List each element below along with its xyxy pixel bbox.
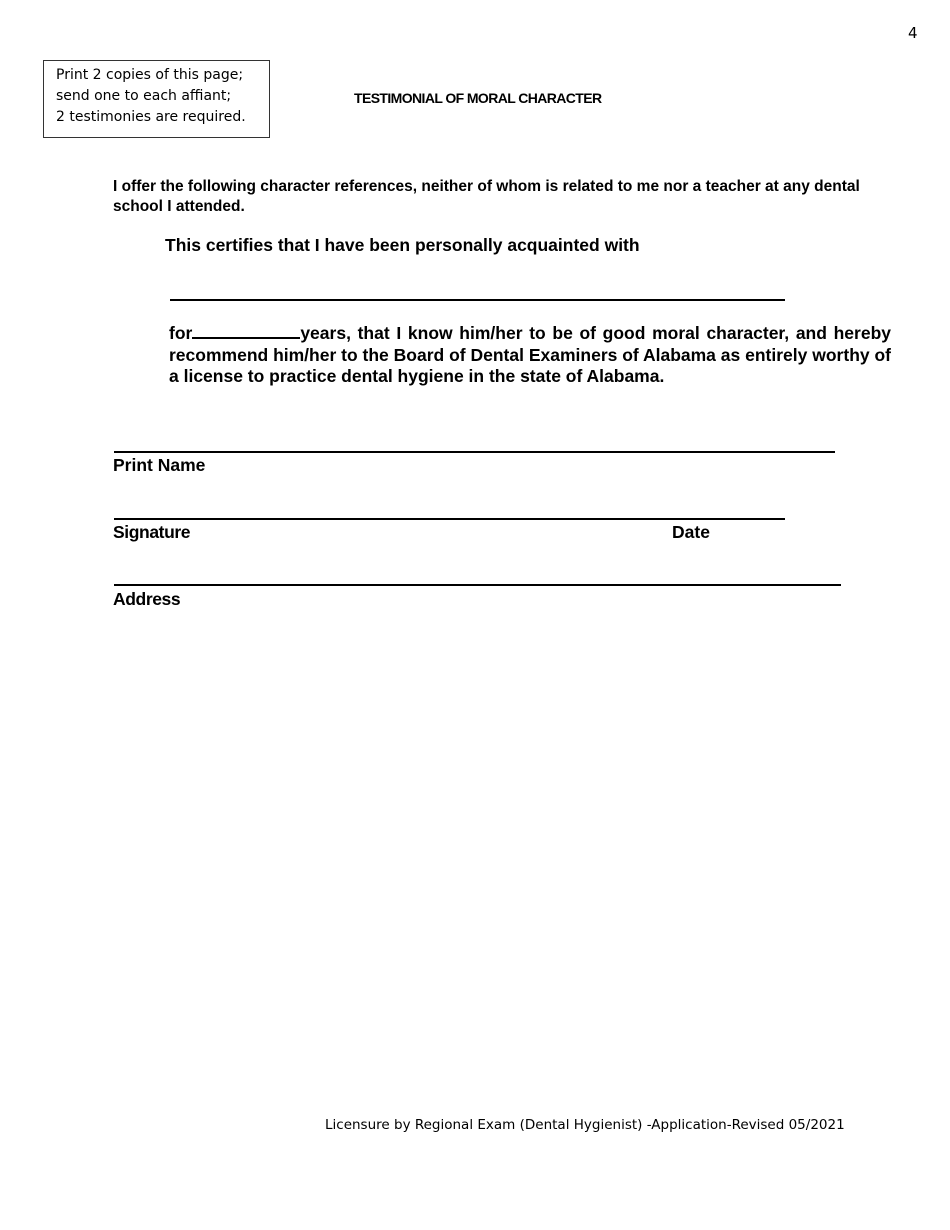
note-line: 2 testimonies are required. bbox=[56, 109, 246, 125]
signature-line[interactable] bbox=[114, 518, 785, 520]
acquaintance-name-line[interactable] bbox=[170, 299, 785, 301]
note-line: Print 2 copies of this page; bbox=[56, 67, 244, 83]
years-blank[interactable] bbox=[192, 323, 300, 339]
note-line: send one to each affiant; bbox=[56, 88, 232, 104]
page-number: 4 bbox=[908, 24, 918, 42]
signature-label: Signature bbox=[113, 522, 191, 542]
instruction-note-box bbox=[43, 60, 270, 138]
footer-text: Licensure by Regional Exam (Dental Hygienist) -Application-Revised 05/2021 bbox=[325, 1117, 845, 1133]
certify-statement: This certifies that I have been personally acquainted with bbox=[165, 235, 640, 255]
print-name-line[interactable] bbox=[114, 451, 835, 453]
intro-paragraph: I offer the following character references, neither of whom is related to me nor a teacher at any dental school I attended. bbox=[113, 178, 860, 215]
date-label: Date bbox=[672, 522, 710, 542]
for-label: for bbox=[169, 323, 193, 343]
print-name-label: Print Name bbox=[113, 455, 206, 475]
address-label: Address bbox=[113, 589, 181, 609]
address-line[interactable] bbox=[114, 584, 841, 586]
recommendation-paragraph bbox=[169, 323, 891, 388]
recommendation-text: years, that I know him/her to be of good moral character, and hereby recommend him/her to the Board of Dental Examiners of Alabama as entirely worthy of a license to practice dental hygiene in the state of Alabama. bbox=[169, 323, 891, 386]
page-title: TESTIMONIAL OF MORAL CHARACTER bbox=[354, 90, 602, 106]
